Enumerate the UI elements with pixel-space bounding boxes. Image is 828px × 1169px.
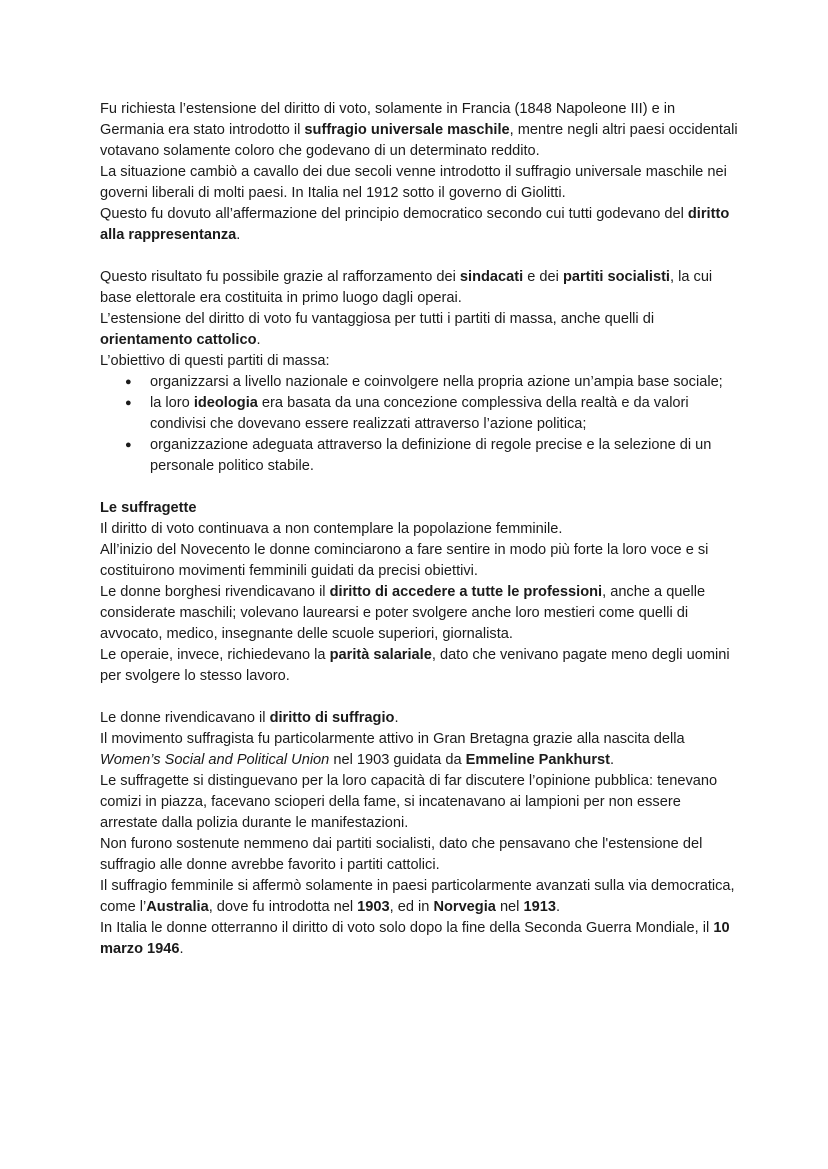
bold-term: Norvegia xyxy=(433,899,496,915)
paragraph: Le operaie, invece, richiedevano la parità salariale, dato che venivano pagate meno degli uomini per svolgere lo stesso lavoro. xyxy=(100,647,730,684)
bold-term: orientamento cattolico xyxy=(100,332,257,348)
paragraph: Fu richiesta l’estensione del diritto di voto, solamente in Francia (1848 Napoleone III) e in Germania era stato introdotto il suffragio universale maschile, mentre negli altri paesi occidentali votavano solamente coloro che godevano di un determinato reddito. xyxy=(100,101,738,159)
section-heading: Le suffragette xyxy=(100,500,197,516)
paragraph: Il suffragio femminile si affermò solamente in paesi particolarmente avanzati sulla via democratica, come l’Australia, dove fu introdotta nel 1903, ed in Norvegia nel 1913. xyxy=(100,878,735,915)
list-item: ● organizzarsi a livello nazionale e coinvolgere nella propria azione un’ampia base sociale; xyxy=(150,372,740,393)
bold-term: diritto di suffragio xyxy=(269,710,395,726)
paragraph: La situazione cambiò a cavallo dei due secoli venne introdotto il suffragio universale maschile nei governi liberali di molti paesi. In Italia nel 1912 sotto il governo di Giolitti. xyxy=(100,164,727,201)
paragraph: Le suffragette si distinguevano per la loro capacità di far discutere l’opinione pubblica: tenevano comizi in piazza, facevano scioperi della fame, si incatenavano ai lampioni per non essere arrestate dalla polizia durante le manifestazioni. xyxy=(100,773,718,831)
italic-term: Women’s Social and Political Union xyxy=(100,752,330,768)
list-item: ● la loro ideologia era basata da una concezione complessiva della realtà e da valori condivisi che dovevano essere realizzati attraverso l’azione politica; xyxy=(150,393,740,435)
spacer xyxy=(100,477,740,498)
spacer xyxy=(100,687,740,708)
bold-term: Australia xyxy=(146,899,209,915)
list-item: ● organizzazione adeguata attraverso la definizione di regole precise e la selezione di un personale politico stabile. xyxy=(150,435,740,477)
paragraph: Questo fu dovuto all’affermazione del principio democratico secondo cui tutti godevano del diritto alla rappresentanza. xyxy=(100,206,730,243)
paragraph: In Italia le donne otterranno il diritto di voto solo dopo la fine della Seconda Guerra Mondiale, il 10 marzo 1946. xyxy=(100,920,730,957)
bold-term: 1903 xyxy=(357,899,390,915)
paragraph: Il diritto di voto continuava a non contemplare la popolazione femminile. xyxy=(100,521,563,537)
bold-term: Emmeline Pankhurst xyxy=(465,752,610,768)
paragraph: Questo risultato fu possibile grazie al rafforzamento dei sindacati e dei partiti socialisti, la cui base elettorale era costituita in primo luogo dagli operai. xyxy=(100,269,713,306)
bold-term: diritto alla rappresentanza xyxy=(100,206,730,243)
bold-term: ideologia xyxy=(193,395,258,411)
bold-term: 10 marzo 1946 xyxy=(100,920,730,957)
bold-term: 1913 xyxy=(523,899,556,915)
bullet-list xyxy=(100,372,740,477)
paragraph: All’inizio del Novecento le donne cominciarono a fare sentire in modo più forte la loro voce e si costituirono movimenti femminili guidati da precisi obiettivi. xyxy=(100,542,709,579)
bold-term: partiti socialisti xyxy=(562,269,670,285)
paragraph: Il movimento suffragista fu particolarmente attivo in Gran Bretagna grazie alla nascita della Women’s Social and Political Union nel 1903 guidata da Emmeline Pankhurst. xyxy=(100,731,685,768)
paragraph: L’obiettivo di questi partiti di massa: xyxy=(100,353,330,369)
bold-term: sindacati xyxy=(459,269,524,285)
document-page xyxy=(100,99,740,960)
bold-term: diritto di accedere a tutte le professioni xyxy=(329,584,603,600)
paragraph: Le donne rivendicavano il diritto di suffragio. xyxy=(100,710,399,726)
paragraph: L’estensione del diritto di voto fu vantaggiosa per tutti i partiti di massa, anche quelli di orientamento cattolico. xyxy=(100,311,655,348)
paragraph: Non furono sostenute nemmeno dai partiti socialisti, dato che pensavano che l'estensione del suffragio alle donne avrebbe favorito i partiti cattolici. xyxy=(100,836,703,873)
paragraph: Le donne borghesi rivendicavano il diritto di accedere a tutte le professioni, anche a quelle considerate maschili; volevano laurearsi e poter svolgere anche loro mestieri come quelli di avvocato, medico, insegnante delle scuole superiori, giornalista. xyxy=(100,584,706,642)
bold-term: parità salariale xyxy=(329,647,432,663)
bold-term: suffragio universale maschile xyxy=(304,122,510,138)
spacer xyxy=(100,246,740,267)
